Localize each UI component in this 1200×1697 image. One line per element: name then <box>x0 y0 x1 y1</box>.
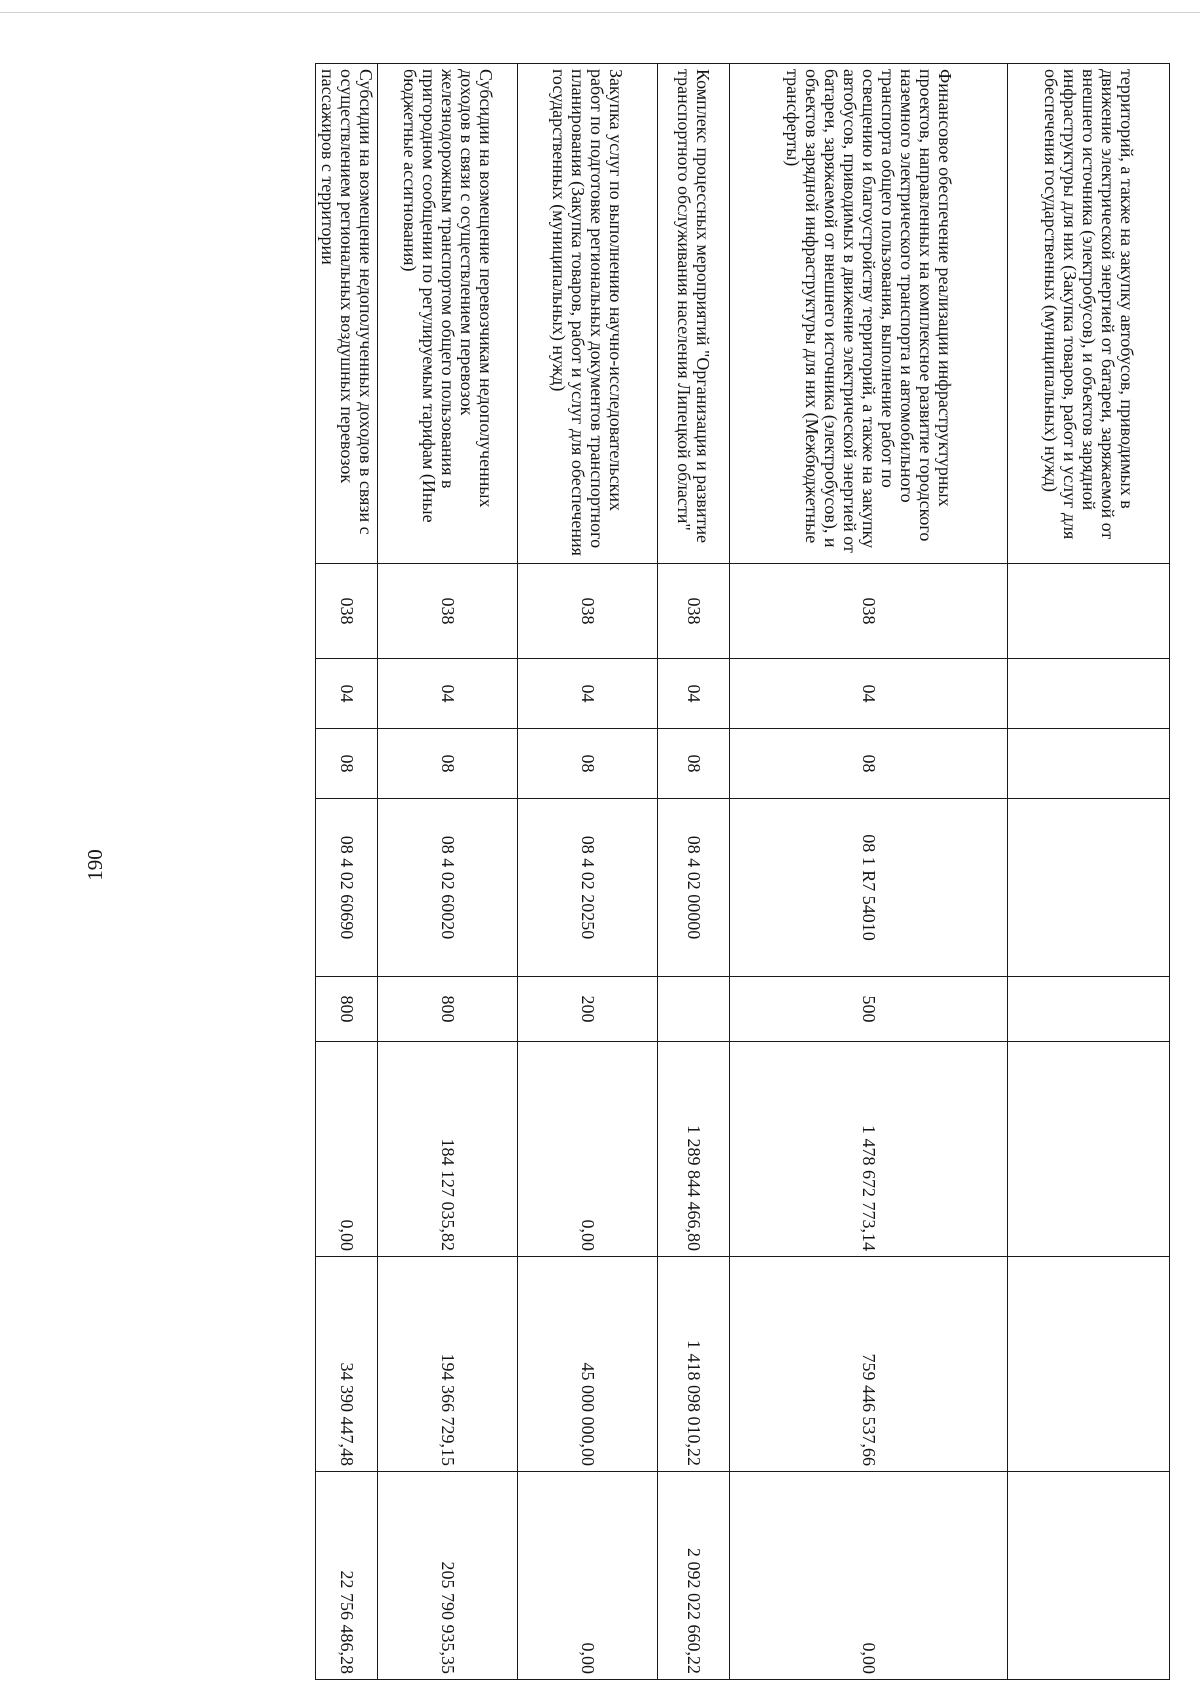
sum-year-2: 45 000 000,00 <box>518 1257 658 1472</box>
row-name: Субсидии на возмещение перевозчикам недополученных доходов в связи с осуществлением перевозок железнодорожным транспортом общего пользования в пригородном сообщении по регулируемым тарифам (Иные бюджетные ассигнования) <box>378 64 518 564</box>
sum-year-3: 0,00 <box>518 1472 658 1680</box>
section-code: 04 <box>730 659 1008 729</box>
subsection-code: 08 <box>518 729 658 799</box>
section-code <box>1008 659 1170 729</box>
sum-year-1: 1 289 844 466,80 <box>658 1042 730 1257</box>
sum-year-1 <box>1008 1042 1170 1257</box>
table-row <box>316 64 378 1680</box>
target-article: 08 4 02 20250 <box>518 799 658 977</box>
target-article: 08 4 02 00000 <box>658 799 730 977</box>
sum-year-3: 2 092 022 660,22 <box>658 1472 730 1680</box>
ministry-code: 038 <box>730 564 1008 659</box>
section-code: 04 <box>518 659 658 729</box>
ministry-code: 038 <box>658 564 730 659</box>
subsection-code: 08 <box>658 729 730 799</box>
sum-year-1: 0,00 <box>316 1042 378 1257</box>
sum-year-2 <box>1008 1257 1170 1472</box>
expense-type <box>658 977 730 1042</box>
table-row <box>1008 64 1170 1680</box>
target-article: 08 1 R7 54010 <box>730 799 1008 977</box>
sum-year-1: 184 127 035,82 <box>378 1042 518 1257</box>
budget-table <box>315 63 1170 1680</box>
subsection-code: 08 <box>730 729 1008 799</box>
section-code: 04 <box>316 659 378 729</box>
expense-type <box>1008 977 1170 1042</box>
sum-year-3: 22 756 486,28 <box>316 1472 378 1680</box>
scan-edge-line <box>0 12 1200 13</box>
target-article <box>1008 799 1170 977</box>
table-row <box>378 64 518 1680</box>
sum-year-1: 0,00 <box>518 1042 658 1257</box>
page-number: 190 <box>83 849 107 881</box>
sum-year-2: 34 390 447,48 <box>316 1257 378 1472</box>
ministry-code: 038 <box>378 564 518 659</box>
section-code: 04 <box>378 659 518 729</box>
expense-type: 200 <box>518 977 658 1042</box>
sum-year-2: 1 418 098 010,22 <box>658 1257 730 1472</box>
expense-type: 800 <box>316 977 378 1042</box>
subsection-code: 08 <box>316 729 378 799</box>
sum-year-2: 194 366 729,15 <box>378 1257 518 1472</box>
sum-year-1: 1 478 672 773,14 <box>730 1042 1008 1257</box>
section-code: 04 <box>658 659 730 729</box>
table-row <box>658 64 730 1680</box>
sum-year-2: 759 446 537,66 <box>730 1257 1008 1472</box>
subsection-code <box>1008 729 1170 799</box>
row-name: Комплекс процессных мероприятий "Организация и развитие транспортного обслуживания населения Липецкой области" <box>658 64 730 564</box>
sum-year-3: 0,00 <box>730 1472 1008 1680</box>
expense-type: 500 <box>730 977 1008 1042</box>
row-name: Закупка услуг по выполнению научно-исследовательских работ по подготовке региональных документов транспортного планирования (Закупка товаров, работ и услуг для обеспечения государственных (муниципальных) нужд) <box>518 64 658 564</box>
row-name: Финансовое обеспечение реализации инфраструктурных проектов, направленных на комплексное развитие городского наземного электрического транспорта и автомобильного транспорта общего пользования, выполнение работ по освещению и благоустройству территорий, а также на закупку автобусов, приводимых в движение электрической энергией от батареи, заряжаемой от внешнего источника (электробусов), и объектов зарядной инфраструктуры для них (Межбюджетные трансферты) <box>730 64 1008 564</box>
sum-year-3 <box>1008 1472 1170 1680</box>
ministry-code <box>1008 564 1170 659</box>
table-row <box>518 64 658 1680</box>
row-name: Субсидии на возмещение недополученных доходов в связи с осуществлением региональных воздушных перевозок пассажиров с территории <box>316 64 378 564</box>
target-article: 08 4 02 60020 <box>378 799 518 977</box>
subsection-code: 08 <box>378 729 518 799</box>
budget-table-frame <box>85 63 1170 1679</box>
expense-type: 800 <box>378 977 518 1042</box>
target-article: 08 4 02 60690 <box>316 799 378 977</box>
row-name: территорий, а также на закупку автобусов, приводимых в движение электрической энергией от батареи, заряжаемой от внешнего источника (электробусов), и объектов зарядной инфраструктуры для них (Закупка товаров, работ и услуг для обеспечения государственных (муниципальных) нужд) <box>1008 64 1170 564</box>
table-row <box>730 64 1008 1680</box>
ministry-code: 038 <box>518 564 658 659</box>
sum-year-3: 205 790 935,35 <box>378 1472 518 1680</box>
ministry-code: 038 <box>316 564 378 659</box>
